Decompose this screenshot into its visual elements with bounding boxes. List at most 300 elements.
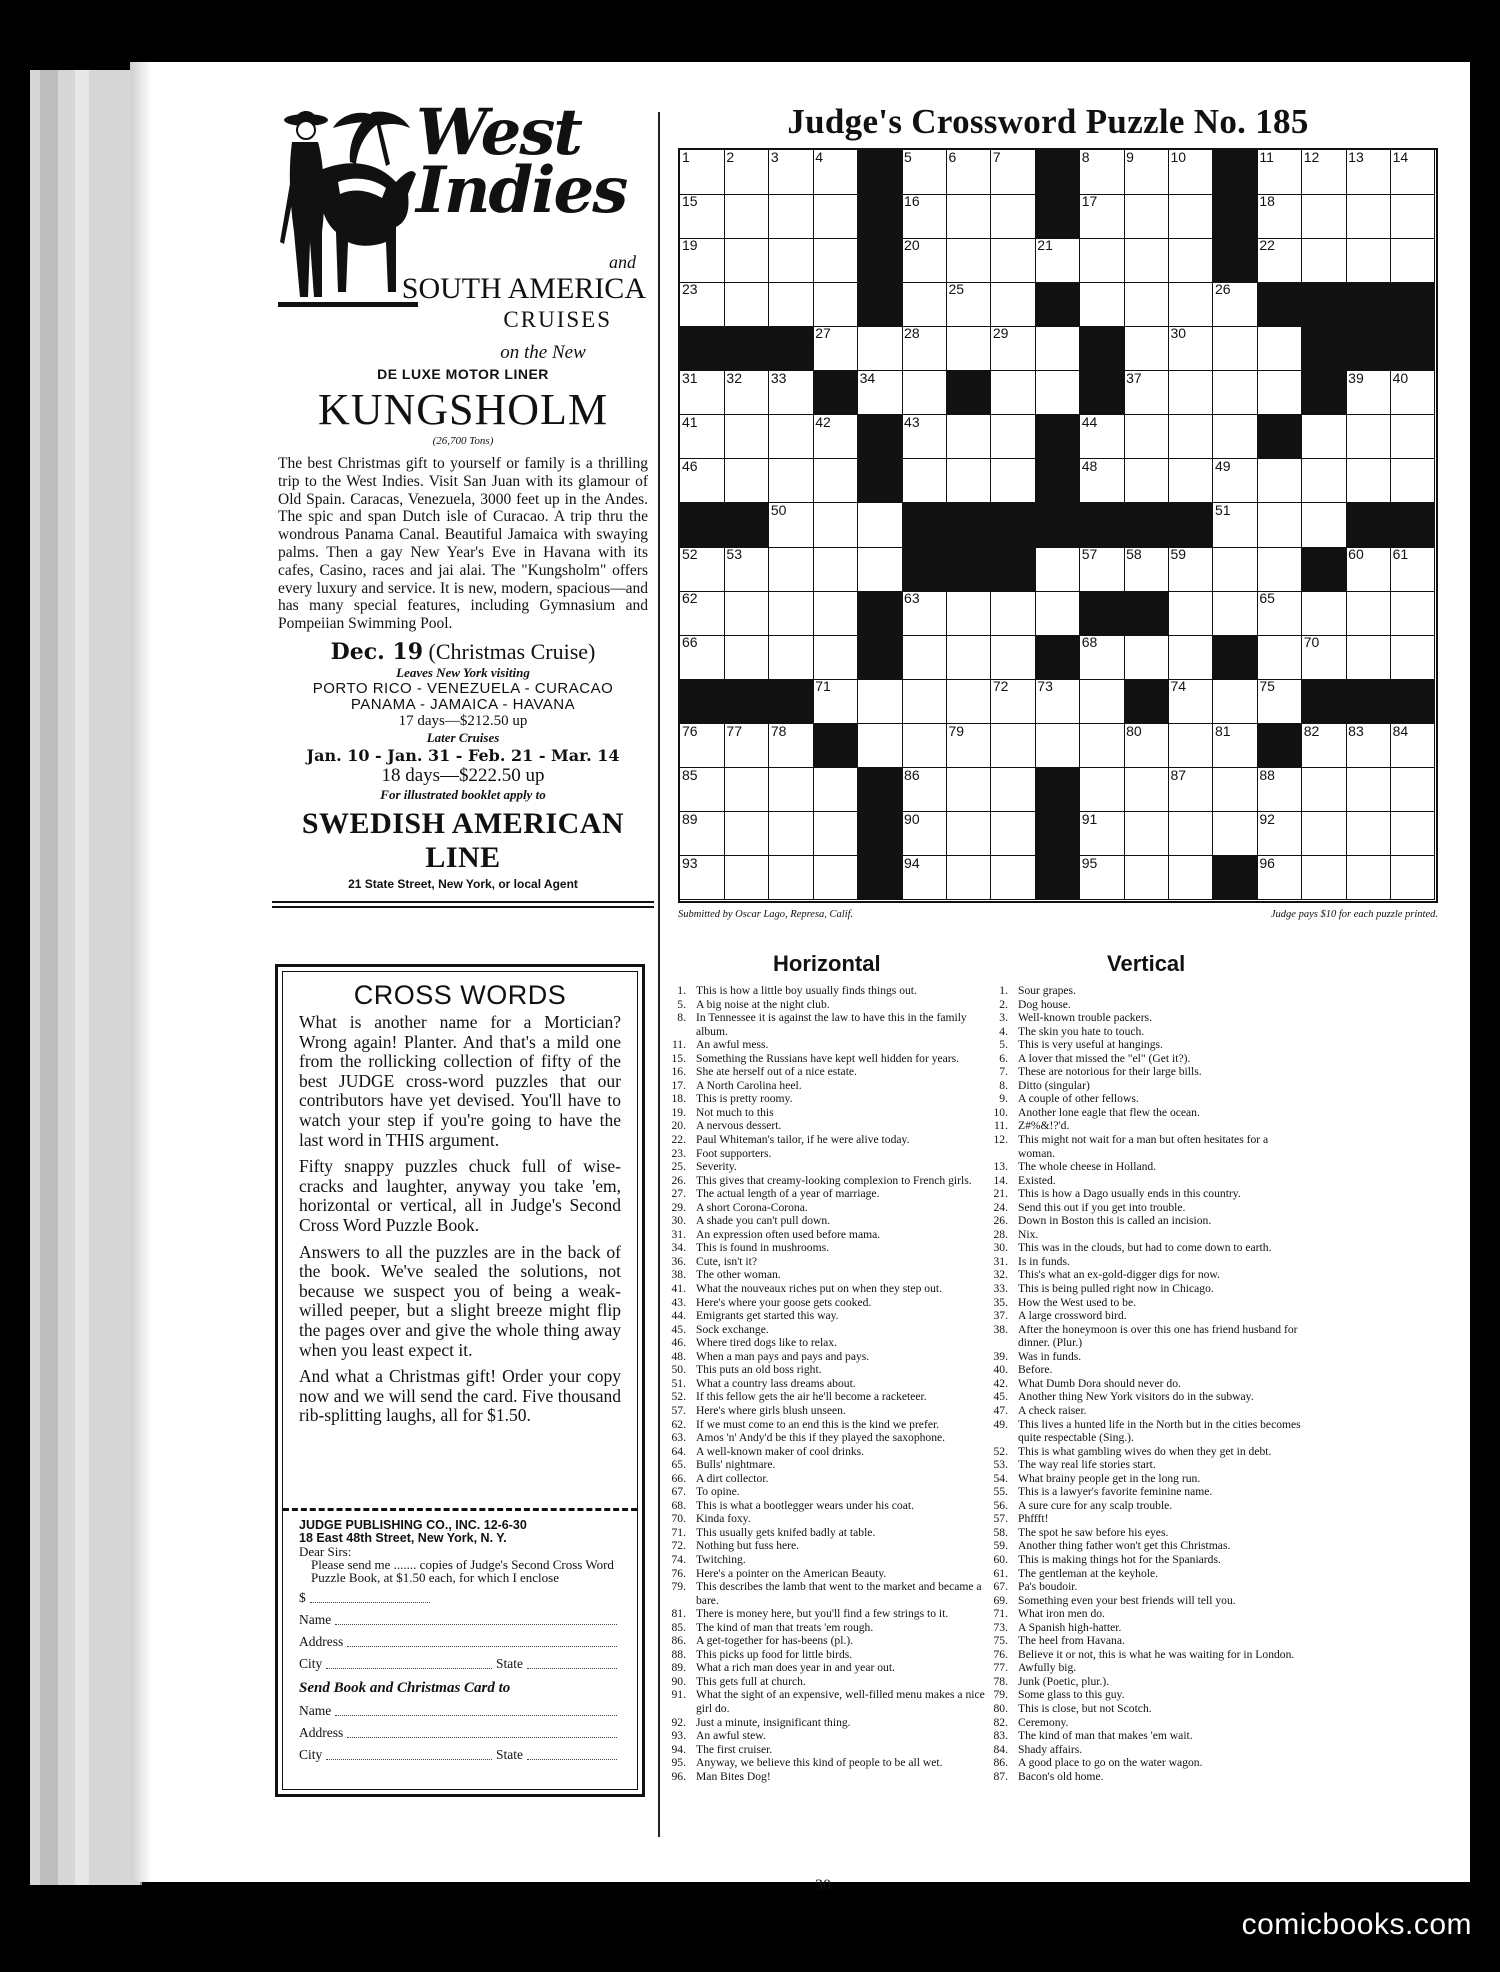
- grid-cell[interactable]: [769, 856, 814, 901]
- clue-number: 21: [1037, 237, 1053, 254]
- horizontal-clue: [660, 1052, 990, 1066]
- grid-cell[interactable]: [769, 371, 814, 416]
- grid-cell[interactable]: [1257, 371, 1302, 416]
- horizontal-clue: [660, 1553, 990, 1567]
- grid-cell[interactable]: [1346, 415, 1391, 460]
- grid-cell[interactable]: [1302, 635, 1347, 680]
- clue-number: 30: [1170, 325, 1187, 342]
- grid-cell[interactable]: [1391, 591, 1436, 636]
- horizontal-clue: [660, 1350, 990, 1364]
- grid-cell[interactable]: [1346, 459, 1391, 504]
- clue-number-label: 14.: [993, 1173, 1008, 1187]
- clue-number-label: 38.: [993, 1322, 1008, 1336]
- grid-cell[interactable]: [1257, 194, 1302, 239]
- grid-cell[interactable]: [680, 194, 725, 239]
- grid-cell[interactable]: [991, 724, 1036, 769]
- grid-cell[interactable]: [858, 679, 903, 724]
- grid-cell[interactable]: [769, 238, 814, 283]
- grid-cell[interactable]: [902, 238, 947, 283]
- grid-cell[interactable]: [1391, 768, 1436, 813]
- clue-number-label: 59.: [993, 1539, 1008, 1553]
- grid-cell[interactable]: [1391, 238, 1436, 283]
- grid-block: [813, 724, 858, 769]
- grid-cell[interactable]: [946, 591, 991, 636]
- grid-cell[interactable]: [813, 812, 858, 857]
- grid-cell[interactable]: [680, 371, 725, 416]
- grid-cell[interactable]: [724, 459, 769, 504]
- grid-cell[interactable]: [1124, 150, 1169, 195]
- grid-cell[interactable]: [1257, 635, 1302, 680]
- grid-cell[interactable]: [680, 459, 725, 504]
- grid-cell[interactable]: [1124, 724, 1169, 769]
- grid-cell[interactable]: [991, 238, 1036, 283]
- grid-cell[interactable]: [946, 856, 991, 901]
- grid-cell[interactable]: [724, 856, 769, 901]
- grid-cell[interactable]: [902, 635, 947, 680]
- grid-cell[interactable]: [769, 459, 814, 504]
- grid-cell[interactable]: [769, 547, 814, 592]
- grid-cell[interactable]: [1124, 371, 1169, 416]
- clue-number-label: 93.: [671, 1729, 686, 1743]
- clue-number-label: 18.: [671, 1092, 686, 1106]
- grid-cell[interactable]: [1346, 238, 1391, 283]
- grid-cell[interactable]: [1169, 415, 1214, 460]
- clue-text: A nervous dessert.: [696, 1119, 782, 1133]
- grid-cell[interactable]: [1169, 547, 1214, 592]
- clue-text: This is found in mushrooms.: [696, 1241, 830, 1255]
- grid-cell[interactable]: [1346, 635, 1391, 680]
- grid-cell[interactable]: [1080, 547, 1125, 592]
- grid-cell[interactable]: [1124, 635, 1169, 680]
- grid-cell[interactable]: [1169, 724, 1214, 769]
- clue-number: 60: [1348, 546, 1364, 563]
- grid-cell[interactable]: [1391, 150, 1436, 195]
- grid-cell[interactable]: [991, 812, 1036, 857]
- grid-cell[interactable]: [813, 238, 858, 283]
- grid-cell[interactable]: [769, 415, 814, 460]
- horizontal-clue: [660, 1241, 990, 1255]
- grid-cell[interactable]: [813, 282, 858, 327]
- grid-cell[interactable]: [769, 724, 814, 769]
- grid-cell[interactable]: [902, 194, 947, 239]
- grid-cell[interactable]: [902, 326, 947, 371]
- grid-cell[interactable]: [1257, 679, 1302, 724]
- grid-cell[interactable]: [991, 635, 1036, 680]
- grid-cell[interactable]: [991, 591, 1036, 636]
- vertical-clue: [982, 1025, 1302, 1039]
- horizontal-clue: [660, 1770, 990, 1784]
- vertical-clue: [982, 1309, 1302, 1323]
- grid-cell[interactable]: [1169, 635, 1214, 680]
- grid-block: [1257, 282, 1302, 327]
- grid-cell[interactable]: [1257, 591, 1302, 636]
- grid-cell[interactable]: [991, 371, 1036, 416]
- grid-cell[interactable]: [1124, 856, 1169, 901]
- grid-cell[interactable]: [769, 282, 814, 327]
- grid-cell[interactable]: [724, 768, 769, 813]
- grid-cell[interactable]: [1035, 724, 1080, 769]
- grid-cell[interactable]: [1124, 238, 1169, 283]
- clue-number: 15: [682, 193, 698, 210]
- grid-cell[interactable]: [1169, 194, 1214, 239]
- horizontal-clue: [660, 1214, 990, 1228]
- grid-cell[interactable]: [1169, 282, 1214, 327]
- grid-cell[interactable]: [813, 459, 858, 504]
- clue-text: This is making things hot for the Spaniards.: [1018, 1552, 1221, 1566]
- grid-cell[interactable]: [1080, 194, 1125, 239]
- horizontal-clue: [660, 1390, 990, 1404]
- grid-cell[interactable]: [680, 547, 725, 592]
- grid-cell[interactable]: [813, 547, 858, 592]
- grid-cell[interactable]: [813, 415, 858, 460]
- grid-cell[interactable]: [902, 856, 947, 901]
- grid-cell[interactable]: [946, 679, 991, 724]
- grid-cell[interactable]: [1169, 768, 1214, 813]
- grid-cell[interactable]: [902, 371, 947, 416]
- coupon-amount-field[interactable]: $: [299, 1590, 621, 1606]
- grid-cell[interactable]: [813, 679, 858, 724]
- grid-cell[interactable]: [946, 238, 991, 283]
- grid-cell[interactable]: [1035, 326, 1080, 371]
- grid-cell[interactable]: [1169, 371, 1214, 416]
- grid-cell[interactable]: [1302, 856, 1347, 901]
- grid-cell[interactable]: [1257, 547, 1302, 592]
- grid-cell[interactable]: [724, 150, 769, 195]
- grid-cell[interactable]: [1035, 371, 1080, 416]
- vertical-clue: [982, 1174, 1302, 1188]
- grid-cell[interactable]: [769, 150, 814, 195]
- clue-number-label: 76.: [671, 1566, 686, 1580]
- grid-cell[interactable]: [1169, 326, 1214, 371]
- grid-cell[interactable]: [1080, 150, 1125, 195]
- grid-cell[interactable]: [1080, 679, 1125, 724]
- grid-cell[interactable]: [1080, 238, 1125, 283]
- grid-cell[interactable]: [1346, 194, 1391, 239]
- vertical-clue: [982, 1323, 1302, 1350]
- grid-cell[interactable]: [1124, 547, 1169, 592]
- clue-number: 92: [1259, 810, 1275, 827]
- grid-cell[interactable]: [1035, 238, 1080, 283]
- grid-cell[interactable]: [1257, 503, 1302, 548]
- grid-cell[interactable]: [1124, 459, 1169, 504]
- grid-cell[interactable]: [946, 150, 991, 195]
- grid-cell[interactable]: [1080, 724, 1125, 769]
- grid-cell[interactable]: [813, 194, 858, 239]
- grid-cell[interactable]: [680, 282, 725, 327]
- send-name-field[interactable]: Name: [299, 1703, 621, 1719]
- grid-cell[interactable]: [1302, 194, 1347, 239]
- grid-cell[interactable]: [1302, 503, 1347, 548]
- magazine-page: [130, 62, 1470, 1894]
- grid-cell[interactable]: [1213, 547, 1258, 592]
- grid-block: [1346, 282, 1391, 327]
- grid-cell[interactable]: [680, 591, 725, 636]
- grid-cell[interactable]: [1346, 856, 1391, 901]
- grid-cell[interactable]: [724, 238, 769, 283]
- grid-cell[interactable]: [813, 150, 858, 195]
- clue-number-label: 23.: [671, 1146, 686, 1160]
- clue-number-label: 92.: [671, 1715, 686, 1729]
- clue-text: This is very useful at hangings.: [1018, 1038, 1163, 1052]
- grid-cell[interactable]: [1213, 724, 1258, 769]
- grid-cell[interactable]: [1257, 812, 1302, 857]
- grid-cell[interactable]: [1080, 812, 1125, 857]
- grid-cell[interactable]: [724, 724, 769, 769]
- grid-cell[interactable]: [813, 503, 858, 548]
- grid-cell[interactable]: [1257, 150, 1302, 195]
- grid-cell[interactable]: [1391, 547, 1436, 592]
- grid-block: [1346, 326, 1391, 371]
- send-address-field[interactable]: Address: [299, 1725, 621, 1741]
- clue-text: A well-known maker of cool drinks.: [696, 1444, 865, 1458]
- grid-cell[interactable]: [1080, 768, 1125, 813]
- grid-cell[interactable]: [991, 415, 1036, 460]
- grid-cell[interactable]: [1124, 768, 1169, 813]
- clue-text: Just a minute, insignificant thing.: [696, 1715, 851, 1729]
- grid-cell[interactable]: [1302, 768, 1347, 813]
- grid-cell[interactable]: [724, 194, 769, 239]
- grid-cell[interactable]: [1346, 591, 1391, 636]
- grid-cell[interactable]: [813, 856, 858, 901]
- grid-cell[interactable]: [724, 371, 769, 416]
- grid-cell[interactable]: [1169, 679, 1214, 724]
- grid-cell[interactable]: [902, 415, 947, 460]
- clue-text: Junk (Poetic, plur.).: [1018, 1674, 1110, 1688]
- grid-cell[interactable]: [769, 503, 814, 548]
- grid-cell[interactable]: [902, 724, 947, 769]
- grid-block: [1035, 635, 1080, 680]
- grid-cell[interactable]: [680, 635, 725, 680]
- grid-cell[interactable]: [1080, 415, 1125, 460]
- clue-number-label: 15.: [671, 1051, 686, 1065]
- coupon-name-field[interactable]: Name: [299, 1612, 621, 1628]
- grid-cell[interactable]: [769, 635, 814, 680]
- grid-cell[interactable]: [858, 724, 903, 769]
- grid-cell[interactable]: [946, 326, 991, 371]
- grid-cell[interactable]: [1302, 724, 1347, 769]
- grid-cell[interactable]: [1035, 591, 1080, 636]
- grid-cell[interactable]: [991, 282, 1036, 327]
- grid-cell[interactable]: [991, 150, 1036, 195]
- grid-cell[interactable]: [946, 282, 991, 327]
- grid-cell[interactable]: [1391, 724, 1436, 769]
- grid-block: [946, 503, 991, 548]
- grid-cell[interactable]: [813, 591, 858, 636]
- horizontal-clue: [660, 1675, 990, 1689]
- clue-number-label: 2.: [999, 997, 1008, 1011]
- grid-cell[interactable]: [1080, 459, 1125, 504]
- grid-cell[interactable]: [1213, 415, 1258, 460]
- grid-block: [858, 635, 903, 680]
- grid-cell[interactable]: [1080, 856, 1125, 901]
- grid-cell[interactable]: [1346, 371, 1391, 416]
- grid-cell[interactable]: [724, 812, 769, 857]
- grid-cell[interactable]: [991, 856, 1036, 901]
- grid-cell[interactable]: [858, 547, 903, 592]
- grid-cell[interactable]: [946, 724, 991, 769]
- grid-block: [1080, 591, 1125, 636]
- grid-cell[interactable]: [1169, 591, 1214, 636]
- grid-cell[interactable]: [1302, 150, 1347, 195]
- clue-number: 2: [726, 149, 735, 165]
- grid-block: [1346, 503, 1391, 548]
- grid-cell[interactable]: [1035, 547, 1080, 592]
- grid-cell[interactable]: [1346, 547, 1391, 592]
- grid-cell[interactable]: [813, 635, 858, 680]
- grid-cell[interactable]: [1257, 459, 1302, 504]
- grid-cell[interactable]: [1169, 150, 1214, 195]
- grid-cell[interactable]: [946, 768, 991, 813]
- grid-cell[interactable]: [991, 194, 1036, 239]
- grid-cell[interactable]: [769, 194, 814, 239]
- send-city-state-field[interactable]: City State: [299, 1747, 621, 1763]
- grid-block: [813, 371, 858, 416]
- grid-cell[interactable]: [946, 635, 991, 680]
- clue-number-label: 37.: [993, 1309, 1008, 1323]
- grid-cell[interactable]: [1257, 768, 1302, 813]
- clue-text: Send this out if you get into trouble.: [1018, 1200, 1186, 1214]
- grid-cell[interactable]: [1080, 282, 1125, 327]
- grid-cell[interactable]: [1346, 150, 1391, 195]
- grid-cell[interactable]: [902, 591, 947, 636]
- grid-cell[interactable]: [1302, 238, 1347, 283]
- grid-cell[interactable]: [1346, 812, 1391, 857]
- grid-cell[interactable]: [1213, 812, 1258, 857]
- clue-text: Something even your best friends will tell you.: [1018, 1593, 1236, 1607]
- grid-cell[interactable]: [813, 768, 858, 813]
- grid-cell[interactable]: [946, 812, 991, 857]
- grid-cell[interactable]: [1169, 856, 1214, 901]
- grid-cell[interactable]: [1257, 326, 1302, 371]
- horizontal-clue: [660, 1201, 990, 1215]
- horizontal-clue: [660, 1363, 990, 1377]
- clue-number: 17: [1081, 193, 1098, 210]
- grid-cell[interactable]: [1391, 415, 1436, 460]
- clue-text: Was in funds.: [1018, 1349, 1082, 1363]
- grid-cell[interactable]: [991, 679, 1036, 724]
- grid-block: [680, 679, 725, 724]
- grid-cell[interactable]: [1124, 326, 1169, 371]
- grid-cell[interactable]: [1391, 635, 1436, 680]
- grid-cell[interactable]: [1257, 238, 1302, 283]
- grid-cell[interactable]: [680, 856, 725, 901]
- grid-cell[interactable]: [1124, 194, 1169, 239]
- clue-number-label: 55.: [993, 1485, 1008, 1499]
- vertical-clue: [982, 1688, 1302, 1702]
- grid-cell[interactable]: [946, 194, 991, 239]
- grid-cell[interactable]: [902, 459, 947, 504]
- grid-cell[interactable]: [902, 768, 947, 813]
- grid-cell[interactable]: [1213, 591, 1258, 636]
- grid-cell[interactable]: [1302, 415, 1347, 460]
- grid-cell[interactable]: [769, 591, 814, 636]
- grid-cell[interactable]: [1080, 635, 1125, 680]
- grid-cell[interactable]: [902, 282, 947, 327]
- grid-cell[interactable]: [1213, 768, 1258, 813]
- grid-cell[interactable]: [724, 591, 769, 636]
- clue-text: Here's a pointer on the American Beauty.: [696, 1566, 887, 1580]
- grid-cell[interactable]: [724, 547, 769, 592]
- grid-cell[interactable]: [1213, 282, 1258, 327]
- grid-cell[interactable]: [769, 768, 814, 813]
- clue-text: Phffft!: [1018, 1512, 1049, 1526]
- grid-cell[interactable]: [1035, 679, 1080, 724]
- grid-cell[interactable]: [1213, 679, 1258, 724]
- grid-cell[interactable]: [1302, 591, 1347, 636]
- grid-cell[interactable]: [1169, 459, 1214, 504]
- clue-text: This usually gets knifed badly at table.: [696, 1525, 876, 1539]
- horizontal-clue: [660, 1147, 990, 1161]
- grid-cell[interactable]: [858, 371, 903, 416]
- grid-cell[interactable]: [1391, 194, 1436, 239]
- grid-cell[interactable]: [813, 326, 858, 371]
- clue-number-label: 40.: [993, 1363, 1008, 1377]
- grid-cell[interactable]: [1213, 459, 1258, 504]
- grid-cell[interactable]: [1124, 282, 1169, 327]
- clue-number-label: 78.: [993, 1674, 1008, 1688]
- coupon-city-state-field[interactable]: City State: [299, 1656, 621, 1672]
- clue-number-label: 71.: [671, 1525, 686, 1539]
- grid-cell[interactable]: [724, 415, 769, 460]
- grid-cell[interactable]: [724, 635, 769, 680]
- grid-cell[interactable]: [1124, 812, 1169, 857]
- grid-cell[interactable]: [1302, 459, 1347, 504]
- vertical-clue: [982, 1363, 1302, 1377]
- grid-cell[interactable]: [1302, 812, 1347, 857]
- grid-cell[interactable]: [1346, 768, 1391, 813]
- grid-cell[interactable]: [1213, 371, 1258, 416]
- grid-cell[interactable]: [1346, 724, 1391, 769]
- grid-cell[interactable]: [1213, 503, 1258, 548]
- clue-number: 4: [815, 149, 824, 165]
- grid-cell[interactable]: [680, 150, 725, 195]
- grid-cell[interactable]: [680, 768, 725, 813]
- grid-cell[interactable]: [1391, 856, 1436, 901]
- grid-cell[interactable]: [680, 812, 725, 857]
- clue-number: 72: [992, 678, 1009, 695]
- grid-cell[interactable]: [858, 326, 903, 371]
- grid-cell[interactable]: [680, 238, 725, 283]
- grid-cell[interactable]: [946, 415, 991, 460]
- grid-cell[interactable]: [1169, 812, 1214, 857]
- grid-cell[interactable]: [902, 679, 947, 724]
- grid-cell[interactable]: [1391, 459, 1436, 504]
- grid-cell[interactable]: [769, 812, 814, 857]
- grid-cell[interactable]: [1391, 371, 1436, 416]
- clue-number-label: 74.: [671, 1552, 686, 1566]
- horizontal-clue: [660, 1431, 990, 1445]
- horizontal-clues: [660, 984, 990, 1783]
- grid-cell[interactable]: [1257, 856, 1302, 901]
- clue-text: Foot supporters.: [696, 1146, 772, 1160]
- grid-cell[interactable]: [724, 282, 769, 327]
- grid-cell[interactable]: [902, 812, 947, 857]
- grid-cell[interactable]: [902, 150, 947, 195]
- grid-cell[interactable]: [991, 768, 1036, 813]
- grid-cell[interactable]: [1169, 238, 1214, 283]
- grid-cell[interactable]: [991, 326, 1036, 371]
- coupon-address-field[interactable]: Address: [299, 1634, 621, 1650]
- grid-cell[interactable]: [680, 415, 725, 460]
- grid-cell[interactable]: [1391, 812, 1436, 857]
- grid-cell[interactable]: [991, 459, 1036, 504]
- grid-cell[interactable]: [946, 459, 991, 504]
- horizontal-clue: [660, 1296, 990, 1310]
- grid-cell[interactable]: [1124, 415, 1169, 460]
- grid-cell[interactable]: [858, 503, 903, 548]
- grid-cell[interactable]: [680, 724, 725, 769]
- grid-cell[interactable]: [1213, 326, 1258, 371]
